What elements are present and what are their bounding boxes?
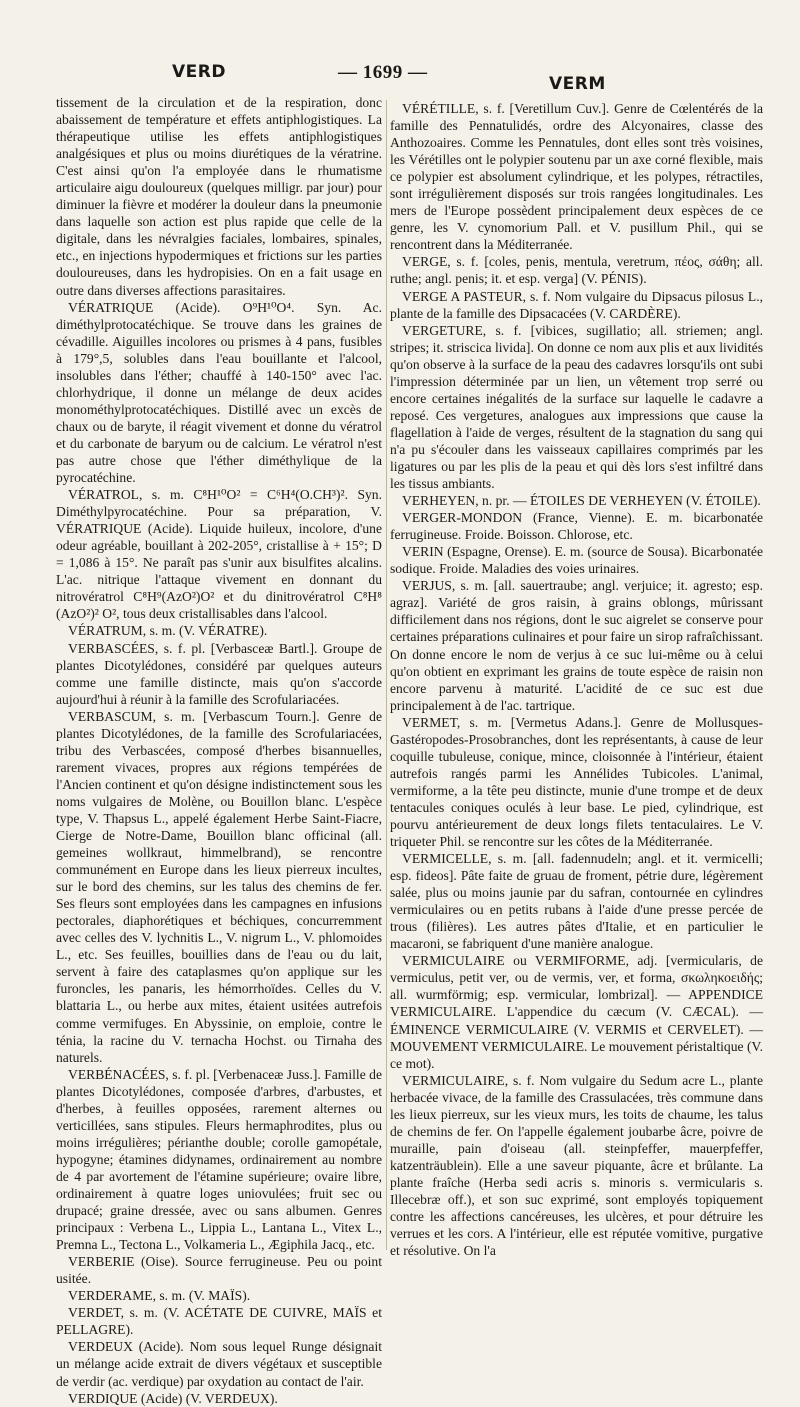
- right-guide-word: VERM: [549, 74, 606, 94]
- column-divider: [386, 100, 387, 1250]
- entry-verbascum: VERBASCUM, s. m. [Verbascum Tourn.]. Genre de plantes Dicotylédones, de la famille des Scrofulariacées, tribu des Verbascées, composé d'herbes bisannuelles, rarement vivaces, propres aux régions tempérées de l'Ancien continent et qu'on désigne indistinctement sous les noms vulgaires de Molène, ou Bouillon blanc. L'espèce type, V. Thapsus L., appelé également Herbe Saint-Fiacre, Cierge de Notre-Dame, Bouillon blanc officinal (all. gemeines wollkraut, himmelbrand), se rencontre communément en Europe dans les lieux pierreux incultes, sur le bord des chemins, sur les talus des chemins de fer. Ses fleurs sont employées dans les campagnes en infusions pectorales, diaphorétiques et béchiques, concurremment avec celles des V. lychnitis L., V. nigrum L., V. phlomoides L., etc. Ses feuilles, bouillies dans de l'eau ou du lait, servent à faire des cataplasmes qu'on applique sur les furoncles, les panaris, les hémorrhoïdes. Celles du V. blattaria L., ou herbe aux mites, étaient usitées autrefois comme vermifuges. En Abyssinie, on emploie, contre le ténia, la racine du V. ternacha Hochst. ou Tirnaha des naturels.: [56, 708, 382, 1065]
- entry-verberie: VERBERIE (Oise). Source ferrugineuse. Peu ou point usitée.: [56, 1254, 382, 1287]
- entry-verbascees: VERBASCÉES, s. f. pl. [Verbasceæ Bartl.]. Groupe de plantes Dicotylédones, considéré par quelques auteurs comme une famille distincte, mais qu'on s'accorde aujourd'hui à réunir à la famille des Scrofulariacées.: [56, 640, 382, 707]
- entry-vermicelle: VERMICELLE, s. m. [all. fadennudeln; angl. et it. vermicelli; esp. fideos]. Pâte faite de gruau de froment, pétrie dure, légèrement salée, plus ou moins jaunie par du safran, contournée en cylindres vermiculaires ou en petits rubans à l'aide d'une presse percée de trous (filières). Les autres pâtes d'Italie, et en particulier le macaroni, se fabriquent d'une manière analogue.: [390, 851, 763, 952]
- left-column: [56, 94, 382, 1406]
- entry-veratrol: VÉRATROL, s. m. C⁸H¹⁰O² = C⁶H⁴(O.CH³)². Syn. Diméthylpyrocatéchine. Pour sa préparation, V. VÉRATRIQUE (Acide). Liquide huileux, incolore, d'une odeur agréable, bouillant à 202-205°, cristallise à + 15°; D = 1,086 à 15°. Ne paraît pas s'unir aux bisulfites alcalins. L'ac. nitrique l'attaque vivement en donnant du nitrovératrol C⁸H⁹(AzO²)O² et du dinitrovératrol C⁸H⁸ (AzO²)² O², tous deux cristallisables dans l'alcool.: [56, 487, 382, 622]
- entry-continuation: tissement de la circulation et de la respiration, donc abaissement de température et effets antiphlogistiques. La thérapeutique utilise les effets antiphlogistiques analgésiques et plus ou moins diurétiques de la vératrine. C'est ainsi qu'on l'a employée dans le rhumatisme articulaire aigu douloureux (quelques milligr. par jour) pour diminuer la fièvre et modérer la douleur dans la pneumonie dans laquelle son action est plus rapide que celle de la digitale, dans les névralgies faciales, lombaires, spinales, etc., en injections hypodermiques et frictions sur les parties douloureuses, dans les hydropisies. On en a fait usage en outre dans diverses affections parasitaires.: [56, 95, 382, 298]
- page-number: — 1699 —: [338, 62, 428, 83]
- entry-verderame: VERDERAME, s. m. (V. MAÏS).: [68, 1288, 251, 1304]
- entry-verbenacees: VERBÉNACÉES, s. f. pl. [Verbenaceæ Juss.]. Famille de plantes Dicotylédones, composée d'arbres, d'arbustes, et d'herbes, à feuilles opposées, rarement alternes ou verticillées, sans stipules. Fleurs hermaphrodites, plus ou moins irrégulières; périanthe double; corolle gamopétale, hypogyne; étamines didynames, ordinairement au nombre de 4 par avortement de l'étamine supérieure; ovaire libre, ordinairement à quatre loges uniovulées; fruit sec ou drupacé; graine dressée, avec ou sans albumen. Genres principaux : Verbena L., Lippia L., Lantana L., Vitex L., Premna L., Tectona L., Volkameria L., Ægiphila Jacq., etc.: [56, 1066, 382, 1253]
- entry-verin: VERIN (Espagne, Orense). E. m. (source de Sousa). Bicarbonatée sodique. Froide. Maladies des voies urinaires.: [390, 544, 763, 577]
- entry-verge-a-pasteur: VERGE A PASTEUR, s. f. Nom vulgaire du Dipsacus pilosus L., plante de la famille des Dipsacacées (V. CARDÈRE).: [390, 288, 763, 321]
- entry-vermiculaire-sf: VERMICULAIRE, s. f. Nom vulgaire du Sedum acre L., plante herbacée vivace, de la famille des Crassulacées, très commune dans les lieux pierreux, sur les vieux murs, les toits de chaume, les talus de chemins de fer. On l'appelle également joubarbe âcre, poivre de muraille, pain d'oiseau (all. steinpfeffer, mauerpfeffer, katzenträublein). Elle a une saveur piquante, âcre et brûlante. La plante fraîche (Herba sedi acris s. minoris s. vermicularis s. Illecebræ off.), et son suc exprimé, sont employés topiquement contre les affections cancéreuses, les ulcères, et pour détruire les verrues et les cors. A l'intérieur, elle est réputée vomitive, purgative et résolutive. On l'a: [390, 1072, 763, 1259]
- entry-verge: VERGE, s. f. [coles, penis, mentula, veretrum, πέος, σάθη; all. ruthe; angl. penis; it. et esp. verga] (V. PÉNIS).: [390, 254, 763, 287]
- entry-vermiculaire-adj: VERMICULAIRE ou VERMIFORME, adj. [vermicularis, de vermiculus, petit ver, ou de vermis, ver, et forma, σκωληκοειδής; all. wurmförmig; esp. vermicular, lombrizal]. — APPENDICE VERMICULAIRE. L'appendice du cæcum (V. CÆCAL). — ÉMINENCE VERMICULAIRE (V. VERMIS et CERVELET). — MOUVEMENT VERMICULAIRE. Le mouvement péristaltique (V. ce mot).: [390, 953, 763, 1071]
- left-guide-word: VERD: [172, 62, 226, 82]
- entry-verdique: VERDIQUE (Acide) (V. VERDEUX).: [68, 1390, 278, 1406]
- entry-verger-mondon: VERGER-MONDON (France, Vienne). E. m. bicarbonatée ferrugineuse. Froide. Boisson. Chlorose, etc.: [390, 510, 763, 543]
- entry-vermet: VERMET, s. m. [Vermetus Adans.]. Genre de Mollusques-Gastéropodes-Prosobranches, dont les représentants, à cause de leur coquille tubuleuse, conique, mince, cloisonnée à l'intérieur, étaient autrefois rangés parmi les Annélides Tubicoles. L'animal, vermiforme, a la tête peu distincte, munie d'une trompe et de deux tentacules coniques oculés à leur base. Le pied, cylindrique, est pourvu antérieurement de deux longs filets tentaculaires. Le V. triqueter Phil. se rencontre sur les côtes de la Méditerranée.: [390, 714, 763, 850]
- entry-verdet: VERDET, s. m. (V. ACÉTATE DE CUIVRE, MAÏS et PELLAGRE).: [56, 1305, 382, 1338]
- entry-veretille: VÉRÉTILLE, s. f. [Veretillum Cuv.]. Genre de Cœlentérés de la famille des Pennatulidés, ordre des Alcyonaires, classe des Anthozoaires. Comme les Pennatules, dont elles sont très voisines, les Vérétilles ont le polypier soutenu par un axe corné flexible, mais ce polypier est absolument cylindrique, et les polypes, rétractiles, sont irrégulièrement disposés sur trois rangées longitudinales. Les mers de l'Europe possèdent principalement deux espèces de ce genre, les V. cynomorium Pall. et V. pusillum Phil., qui se rencontrent dans la Méditerranée.: [390, 101, 763, 253]
- entry-verheyen: VERHEYEN, n. pr. — ÉTOILES DE VERHEYEN (V. ÉTOILE).: [402, 493, 761, 509]
- right-column: [390, 100, 763, 1265]
- entry-verdeux: VERDEUX (Acide). Nom sous lequel Runge désignait un mélange acide extrait de divers végétaux et susceptible de verdir (ac. verdique) par oxydation au contact de l'air.: [56, 1339, 382, 1389]
- entry-veratrique: VÉRATRIQUE (Acide). O⁹H¹⁰O⁴. Syn. Ac. diméthylprotocatéchique. Se trouve dans les graines de cévadille. Aiguilles incolores ou prismes à 4 pans, fusibles à 179°,5, solubles dans l'eau bouillante et l'alcool, insolubles dans l'éther; chauffé à 140-150° avec l'ac. chlorhydrique, il donne un mélange de deux acides monométhylprotocatéchiques. Distillé avec un excès de chaux ou de baryte, il réagit vivement et donne du vératrol et du carbonate de baryum ou de calcium. Le vératrol n'est pas autre chose que l'éther diméthylique de la pyrocatéchine.: [56, 299, 382, 486]
- entry-veratrum: VÉRATRUM, s. m. (V. VÉRATRE).: [68, 623, 268, 639]
- entry-vergeture: VERGETURE, s. f. [vibices, sugillatio; all. striemen; angl. stripes; it. striscica livida]. On donne ce nom aux plis et aux lividités qu'on observe à la surface de la peau des cadavres lorsqu'ils ont subi l'impression déterminée par un lien, un vêtement trop serré ou encore certaines inégalités de la surface sur laquelle le cadavre a reposé. Ces vergetures, analogues aux impressions que cause la flagellation à l'aide de verges, résultent de la stagnation du sang qui n'a pu s'écouler dans les vaisseaux capillaires comprimés par les ligatures ou par les plis de la peau et qui dès lors s'est infiltré dans les tissus ambiants.: [390, 322, 763, 492]
- entry-verjus: VERJUS, s. m. [all. sauertraube; angl. verjuice; it. agresto; esp. agraz]. Variété de gros raisin, à grains oblongs, mûrissant difficilement dans nos régions, dont le suc aigrelet se conserve pour certaines préparations culinaires et pour faire un sirop rafraîchissant. On donne encore le nom de verjus à ce suc lui-même ou à celui qu'on obtient en exprimant les grains de toute espèce de raisin non encore parvenu à maturité. L'acidité de ce suc est due principalement à de l'ac. tartrique.: [390, 578, 763, 713]
